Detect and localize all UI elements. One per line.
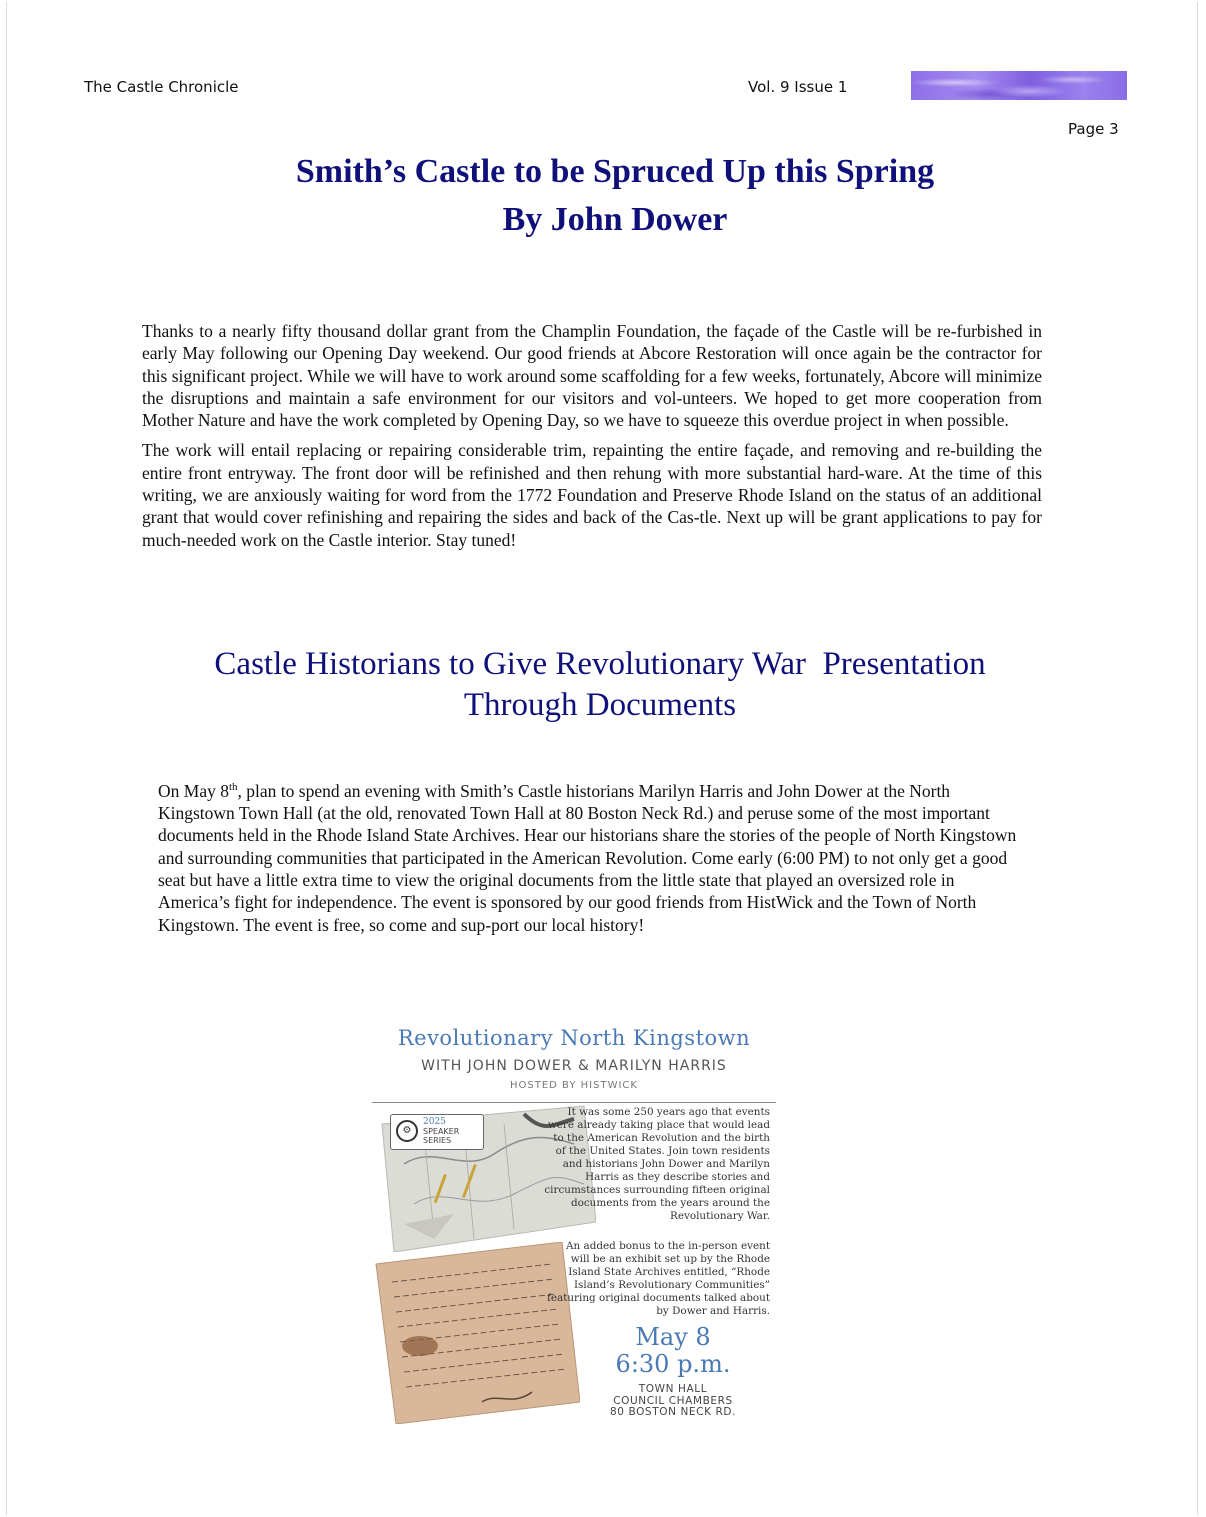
flyer-location: [598, 1384, 748, 1419]
flyer-location-1: TOWN HALL: [638, 1383, 708, 1395]
article1-paragraph-2: The work will entail replacing or repairing considerable trim, repainting the entire façade, and removing and re-building the entire front entryway. The front door will be refinished and then rehung with more substantial hard-ware. At the time of this writing, we are anxiously waiting for word from the 1772 Foundation and Preserve Rhode Island on the status of an additional grant that would cover refinishing and repairing the sides and back of the Cas-tle. Next up will be grant applications to pay for much-needed work on the Castle interior. Stay tuned!: [142, 440, 1042, 550]
article2-body-start: On May 8: [158, 780, 229, 801]
flyer-host: HOSTED BY HISTWICK: [510, 1080, 638, 1091]
page-number: Page 3: [1068, 120, 1119, 138]
flyer-datetime: [598, 1324, 748, 1378]
badge-line2: SERIES: [423, 1136, 452, 1145]
article2-body-sup: th: [228, 781, 238, 793]
article1-paragraph-1: Thanks to a nearly fifty thousand dollar grant from the Champlin Foundation, the façade of the Castle will be re-furbished in early May following our Opening Day weekend. Our good friends at Abcore Restoration will once again be the contractor for this significant project. While we will have to work around some scaffolding for a few weeks, fortunately, Abcore will minimize the disruptions and maintain a safe environment for our visitors and vol-unteers. We hoped to get more cooperation from Mother Nature and have the work completed by Opening Day, so we have to squeeze this overdue project in when possible.: [142, 321, 1042, 431]
article2-title-line1: Castle Historians to Give Revolutionary War Presentation: [214, 646, 986, 682]
event-flyer: [368, 1022, 780, 1428]
flyer-subtitle: WITH JOHN DOWER & MARILYN HARRIS: [421, 1058, 727, 1074]
article1-body: [142, 320, 1042, 559]
article1-title: Smith’s Castle to be Spruced Up this Spring: [295, 153, 935, 190]
flyer-paragraph-2: An added bonus to the in-person event will be an exhibit set up by the Rhode Island State Archives entitled, “Rhode Island’s Revolutionary Communities” featuring original documents talked about by Dower and Harris.: [546, 1240, 770, 1317]
header-banner: [911, 71, 1127, 100]
flyer-divider: [372, 1102, 776, 1103]
badge-year: 2025: [423, 1117, 446, 1127]
flyer-location-2: COUNCIL CHAMBERS: [613, 1394, 733, 1407]
series-logo-icon: ⚙: [396, 1120, 418, 1142]
volume-issue: Vol. 9 Issue 1: [748, 78, 848, 96]
flyer-date: May 8: [635, 1323, 711, 1351]
flyer-title: Revolutionary North Kingstown: [397, 1026, 751, 1050]
article2-heading: [100, 644, 1100, 726]
flyer-location-3: 80 BOSTON NECK RD.: [609, 1406, 737, 1418]
article2-body: [158, 776, 1018, 936]
speaker-series-badge: [390, 1114, 484, 1150]
article1-heading: [100, 148, 1130, 244]
flyer-paragraph-1: It was some 250 years ago that events were already taking place that would lead to the American Revolution and the birth of the United States. Join town residents and historians John Dower and Marilyn Harris as they describe stories and circumstances surrounding fifteen original documents from the years around the Revolutionary War.: [544, 1106, 770, 1222]
badge-line1: SPEAKER: [423, 1127, 460, 1136]
article2-title-line2: Through Documents: [463, 687, 737, 723]
publication-name: The Castle Chronicle: [84, 78, 239, 96]
badge-label: [423, 1127, 459, 1145]
article1-byline: By John Dower: [502, 201, 728, 238]
article2-body-rest: , plan to spend an evening with Smith’s Castle historians Marilyn Harris and John Dower at the North Kingstown Town Hall (at the old, renovated Town Hall at 80 Boston Neck Rd.) and peruse some of the most important documents held in the Rhode Island State Archives. Hear our historians share the stories of the people of North Kingstown and surrounding communities that participated in the American Revolution. Come early (6:00 PM) to not only get a good seat but have a little extra time to view the original documents from the little state that played an oversized role in America’s fight for independence. The event is sponsored by our good friends from HistWick and the Town of North Kingstown. The event is free, so come and sup-port our local history!: [158, 780, 1017, 935]
flyer-time: 6:30 p.m.: [615, 1350, 731, 1378]
